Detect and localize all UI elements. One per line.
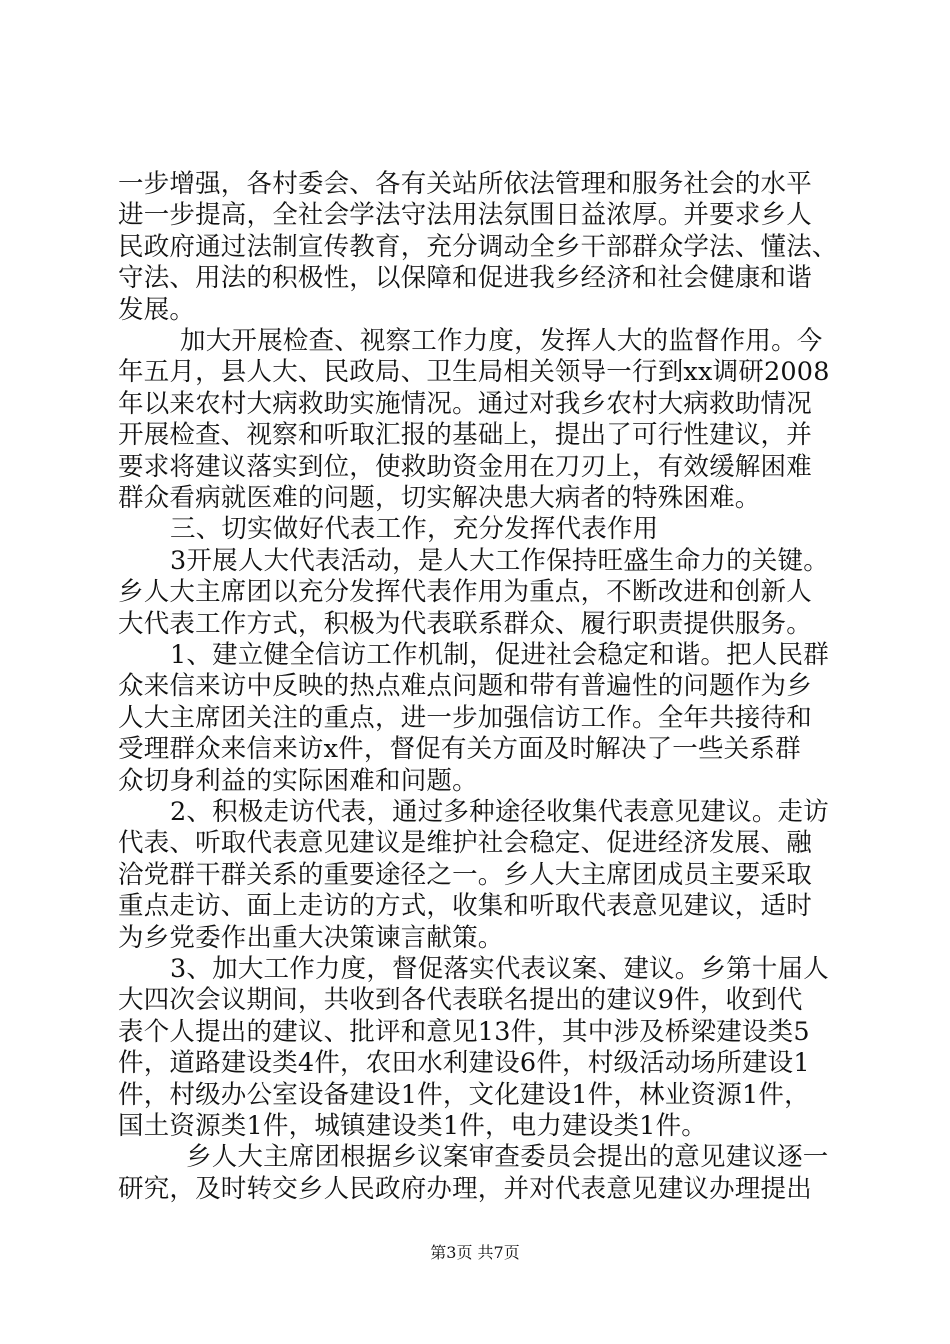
text-line: 年以来农村大病救助实施情况。通过对我乡农村大病救助情况 — [118, 388, 812, 419]
text-line: 民政府通过法制宣传教育，充分调动全乡干部群众学法、懂法、 — [118, 231, 838, 262]
text-line: 件，村级办公室设备建设1件，文化建设1件，林业资源1件， — [118, 1079, 810, 1110]
text-line: 代表、听取代表意见建议是维护社会稳定、促进经济发展、融 — [118, 828, 812, 859]
text-line: 表个人提出的建议、批评和意见13件，其中涉及桥梁建设类5 — [118, 1016, 810, 1047]
text-line: 为乡党委作出重大决策谏言献策。 — [118, 922, 504, 953]
text-line: 大代表工作方式，积极为代表联系群众、履行职责提供服务。 — [118, 608, 812, 639]
text-line: 洽党群干群关系的重要途径之一。乡人大主席团成员主要采取 — [118, 859, 812, 890]
text-line: 一步增强，各村委会、各有关站所依法管理和服务社会的水平 — [118, 169, 812, 199]
text-line: 群众看病就医难的问题，切实解决患大病者的特殊困难。 — [118, 483, 761, 513]
text-line: 大四次会议期间，共收到各代表联名提出的建议9件，收到代 — [118, 985, 803, 1016]
text-line: 乡人大主席团以充分发挥代表作用为重点，不断改进和创新人 — [118, 577, 812, 608]
text-line: 人大主席团关注的重点，进一步加强信访工作。全年共接待和 — [118, 702, 812, 733]
text-line: 件，道路建设类4件，农田水利建设6件，村级活动场所建设1 — [118, 1048, 810, 1079]
text-line: 守法、用法的积极性，以保障和促进我乡经济和社会健康和谐 — [118, 263, 812, 294]
page-footer: 第3页 共7页 — [430, 1243, 520, 1262]
text-line: 3、加大工作力度，督促落实代表议案、建议。乡第十届人 — [170, 954, 829, 984]
text-line: 乡人大主席团根据乡议案审查委员会提出的意见建议逐一 — [186, 1142, 829, 1173]
text-line: 年五月，县人大、民政局、卫生局相关领导一行到xx调研2008 — [118, 357, 830, 388]
text-line: 受理群众来信来访x件，督促有关方面及时解决了一些关系群 — [118, 734, 801, 765]
text-line: 研究，及时转交乡人民政府办理，并对代表意见建议办理提出 — [118, 1173, 812, 1204]
text-line: 1、建立健全信访工作机制，促进社会稳定和谐。把人民群 — [170, 640, 829, 670]
text-line: 要求将建议落实到位，使救助资金用在刀刃上，有效缓解困难 — [118, 451, 812, 482]
text-line: 发展。 — [118, 294, 196, 325]
text-line: 众来信来访中反映的热点难点问题和带有普遍性的问题作为乡 — [118, 671, 812, 702]
text-line: 开展检查、视察和听取汇报的基础上，提出了可行性建议，并 — [118, 420, 812, 451]
section-heading: 三、切实做好代表工作，充分发挥代表作用 — [170, 514, 659, 545]
text-line: 重点走访、面上走访的方式，收集和听取代表意见建议，适时 — [118, 891, 812, 922]
text-line: 3开展人大代表活动，是人大工作保持旺盛生命力的关键。 — [170, 545, 829, 576]
text-line: 加大开展检查、视察工作力度，发挥人大的监督作用。今 — [180, 326, 823, 356]
text-line: 国土资源类1件，城镇建设类1件，电力建设类1件。 — [118, 1111, 707, 1141]
text-line: 进一步提高，全社会学法守法用法氛围日益浓厚。并要求乡人 — [118, 200, 812, 231]
text-line: 众切身利益的实际困难和问题。 — [118, 765, 478, 796]
text-line: 2、积极走访代表，通过多种途径收集代表意见建议。走访 — [170, 797, 829, 827]
